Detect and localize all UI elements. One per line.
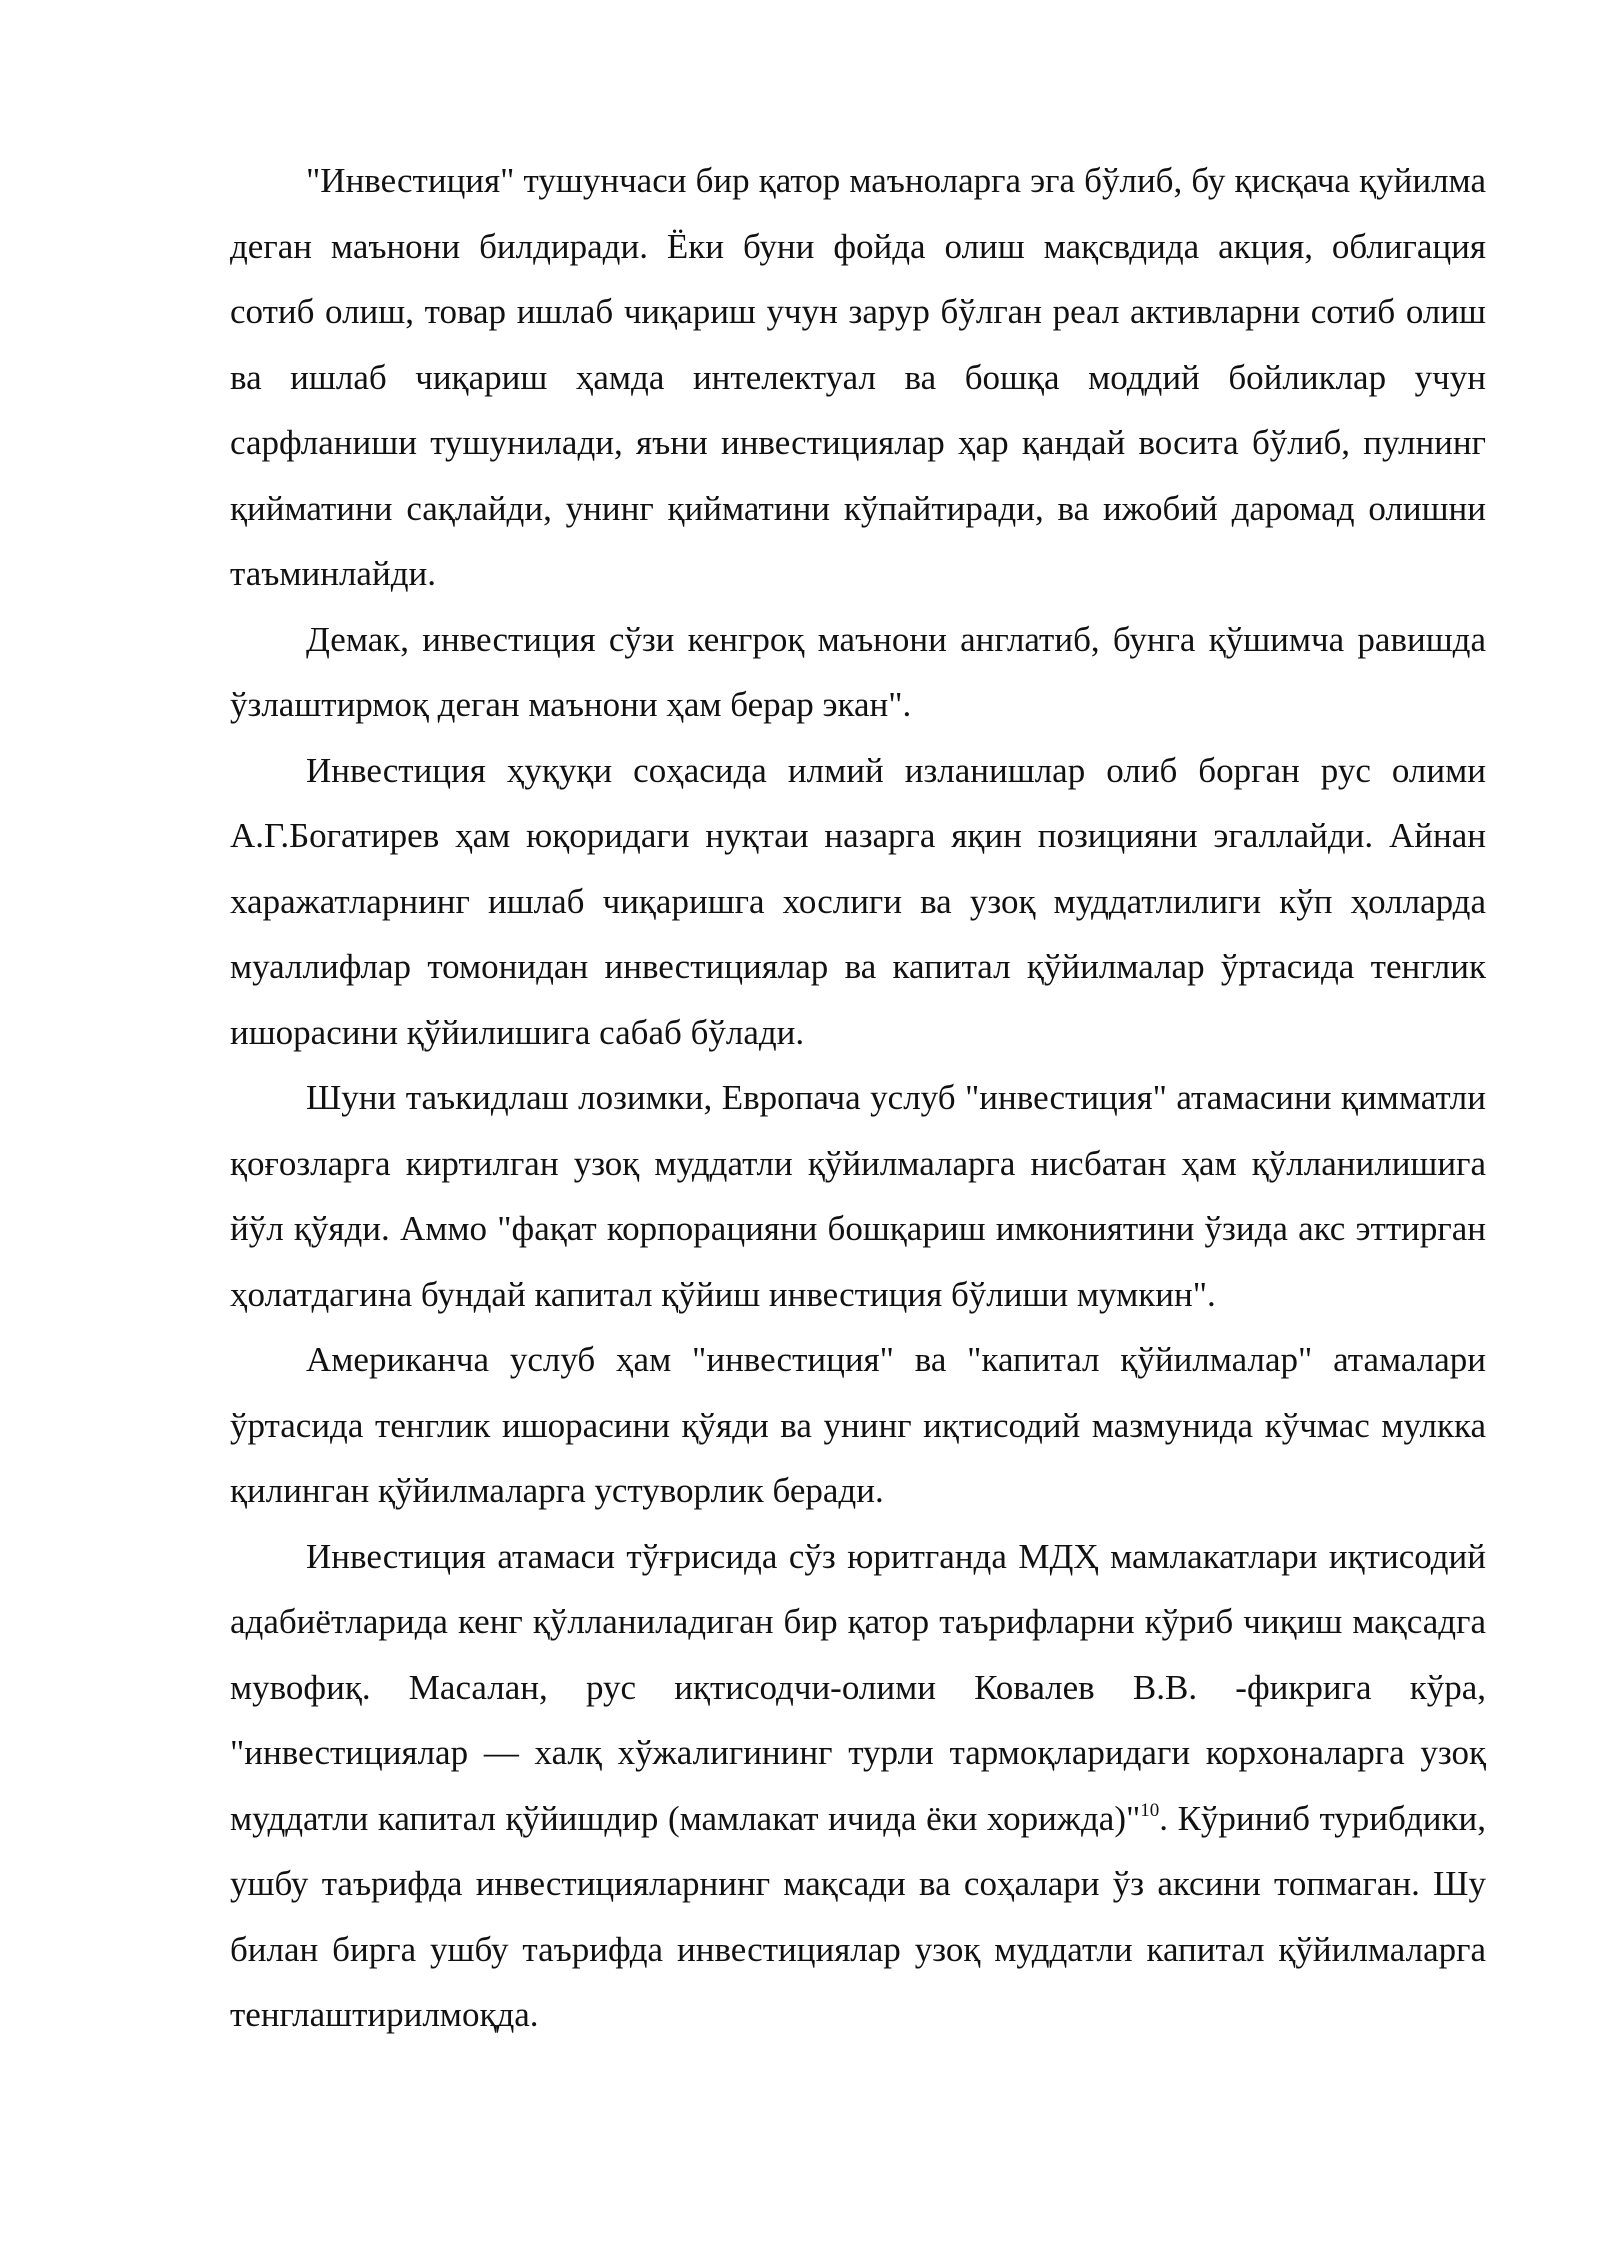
paragraph-text-before-footnote: Инвестиция атамаси тўғрисида сўз юритганда МДҲ мамлакатлари иқтисодий адабиётларида кенг қўлланиладиган бир қатор таърифларни кўриб чиқиш мақсадга мувофиқ. Масалан, рус иқтисодчи-олими Ковалев В.В. -фикрига кўра, "инвестициялар — халқ хўжалигининг турли тармоқларидаги корхоналарга узоқ муддатли капитал қўйишдир (мамлакат ичида ёки хорижда)" xyxy=(230,1536,1486,1838)
paragraph-american-style: Американча услуб ҳам "инвестиция" ва "капитал қўйилмалар" атамалари ўртасида тенглик ишорасини қўяди ва унинг иқтисодий мазмунида кўчмас мулкка қилинган қўйилмаларга устуворлик беради. xyxy=(230,1340,1486,1510)
paragraph-broader-meaning: Демак, инвестиция сўзи кенгроқ маънони англатиб, бунга қўшимча равишда ўзлаштирмоқ деган маънони ҳам берар экан". xyxy=(230,619,1486,724)
paragraph-investment-concept: "Инвестиция" тушунчаси бир қатор маъноларга эга бўлиб, бу қисқача қуйилма деган маънони билдиради. Ёки буни фойда олиш мақсвдида акция, облигация сотиб олиш, товар ишлаб чиқариш учун зарур бўлган реал активларни сотиб олиш ва ишлаб чиқариш ҳамда интелектуал ва бошқа моддий бойликлар учун сарфланиши тушунилади, яъни инвестициялар ҳар қандай восита бўлиб, пулнинг қийматини сақлайди, унинг қийматини кўпайтиради, ва ижобий даромад олишни таъминлайди. xyxy=(230,161,1486,593)
paragraph-european-style: Шуни таъкидлаш лозимки, Европача услуб "инвестиция" атамасини қимматли қоғозларга киртилган узоқ муддатли қўйилмаларга нисбатан ҳам қўлланилишига йўл қўяди. Аммо "фақат корпорацияни бошқариш имкониятини ўзида акс эттирган ҳолатдагина бундай капитал қўйиш инвестиция бўлиши мумкин". xyxy=(230,1078,1486,1314)
footnote-reference: 10 xyxy=(1140,1799,1160,1821)
paragraph-bogatirev: Инвестиция ҳуқуқи соҳасида илмий изланишлар олиб борган рус олими А.Г.Богатирев ҳам юқоридаги нуқтаи назарга яқин позицияни эгаллайди. Айнан харажатларнинг ишлаб чиқаришга хослиги ва узоқ муддатлилиги кўп ҳолларда муаллифлар томонидан инвестициялар ва капитал қўйилмалар ўртасида тенглик ишорасини қўйилишига сабаб бўлади. xyxy=(230,750,1486,1052)
paragraph-kovalev-definition xyxy=(230,1524,1486,2048)
body-text xyxy=(230,148,1486,2048)
paragraph-text-after-footnote: . Кўриниб турибдики, ушбу таърифда инвестицияларнинг мақсади ва соҳалари ўз аксини топмаган. Шу билан бирга ушбу таърифда инвестициялар узоқ муддатли капитал қўйилмаларга тенглаштирилмоқда. xyxy=(230,1798,1486,2034)
